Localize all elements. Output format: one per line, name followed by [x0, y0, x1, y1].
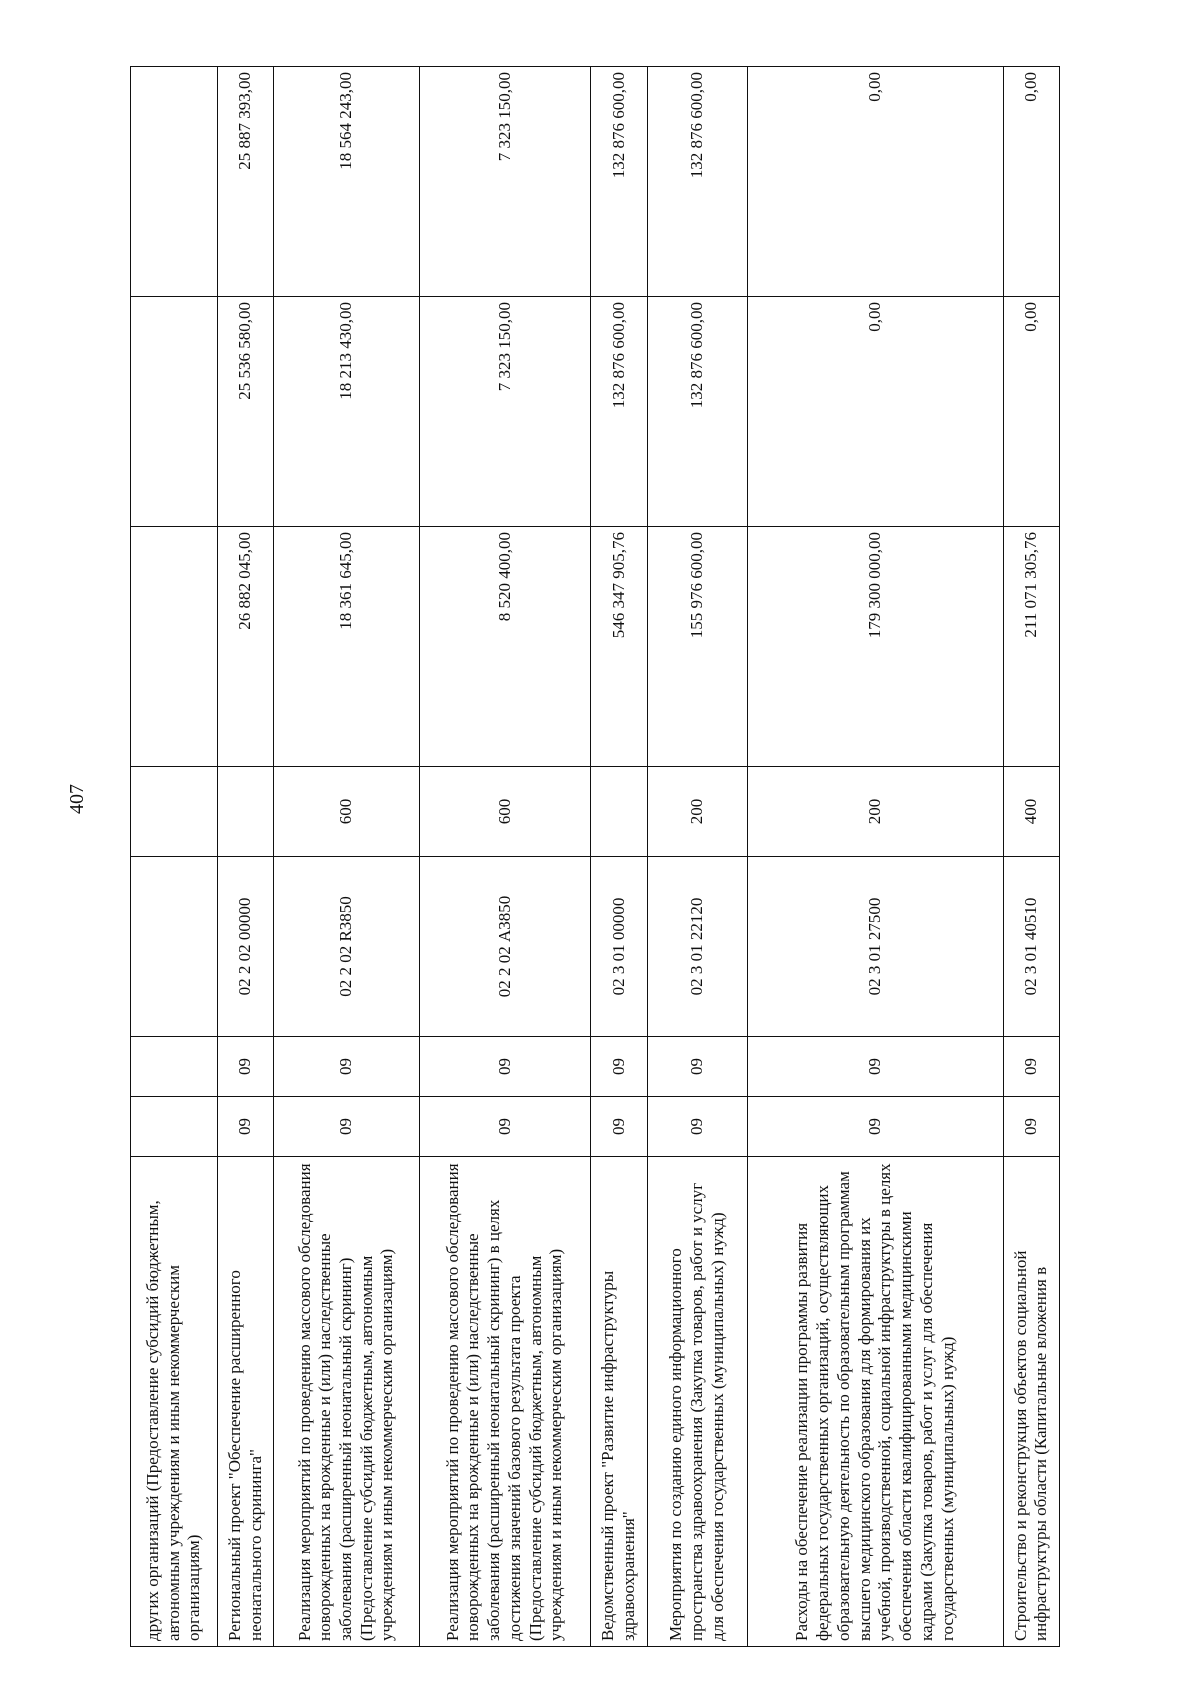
target-code: 02 3 01 27500 — [747, 857, 1003, 1037]
expense-type-code: 400 — [1003, 767, 1059, 857]
table-row — [747, 67, 1003, 1647]
sum-year-2: 132 876 600,00 — [591, 297, 647, 527]
expense-type-code — [217, 767, 273, 857]
expense-type-code — [131, 767, 218, 857]
row-name: Реализация мероприятий по проведению массового обследования новорожденных на врожденные и (или) наследственные заболевания (расширенный неонатальный скрининг) (Предоставление субсидий бюджетным, автономным учреждениям и иным некоммерческим организациям) — [274, 1157, 419, 1647]
admin-code: 09 — [647, 1097, 747, 1157]
section-code — [131, 1037, 218, 1097]
admin-code: 09 — [747, 1097, 1003, 1157]
section-code: 09 — [274, 1037, 419, 1097]
sum-year-1 — [131, 527, 218, 767]
sum-year-1: 26 882 045,00 — [217, 527, 273, 767]
expense-type-code: 200 — [747, 767, 1003, 857]
table-row — [1003, 67, 1059, 1647]
section-code: 09 — [419, 1037, 591, 1097]
sum-year-1: 8 520 400,00 — [419, 527, 591, 767]
sum-year-2: 0,00 — [747, 297, 1003, 527]
sum-year-1: 179 300 000,00 — [747, 527, 1003, 767]
admin-code: 09 — [1003, 1097, 1059, 1157]
target-code: 02 3 01 40510 — [1003, 857, 1059, 1037]
row-name: Строительство и реконструкция объектов социальной инфраструктуры области (Капитальные вложения в — [1003, 1157, 1059, 1647]
section-code: 09 — [647, 1037, 747, 1097]
sum-year-2: 18 213 430,00 — [274, 297, 419, 527]
admin-code: 09 — [419, 1097, 591, 1157]
sum-year-1: 546 347 905,76 — [591, 527, 647, 767]
section-code: 09 — [591, 1037, 647, 1097]
sum-year-1: 155 976 600,00 — [647, 527, 747, 767]
budget-sheet — [130, 67, 1060, 1647]
row-name: Региональный проект "Обеспечение расширенного неонатального скрининга" — [217, 1157, 273, 1647]
sum-year-3 — [131, 67, 218, 297]
target-code: 02 2 02 R3850 — [274, 857, 419, 1037]
sum-year-1: 18 361 645,00 — [274, 527, 419, 767]
sum-year-3: 0,00 — [747, 67, 1003, 297]
target-code — [131, 857, 218, 1037]
table-row — [419, 67, 591, 1647]
table-row — [591, 67, 647, 1647]
sum-year-1: 211 071 305,76 — [1003, 527, 1059, 767]
sum-year-2 — [131, 297, 218, 527]
sum-year-3: 132 876 600,00 — [647, 67, 747, 297]
sum-year-3: 7 323 150,00 — [419, 67, 591, 297]
sum-year-3: 0,00 — [1003, 67, 1059, 297]
sum-year-2: 0,00 — [1003, 297, 1059, 527]
sum-year-3: 25 887 393,00 — [217, 67, 273, 297]
target-code: 02 3 01 00000 — [591, 857, 647, 1037]
admin-code — [131, 1097, 218, 1157]
page-number: 407 — [66, 784, 88, 814]
expense-type-code — [591, 767, 647, 857]
table-row — [274, 67, 419, 1647]
section-code: 09 — [1003, 1037, 1059, 1097]
expense-type-code: 200 — [647, 767, 747, 857]
admin-code: 09 — [591, 1097, 647, 1157]
sum-year-2: 25 536 580,00 — [217, 297, 273, 527]
expense-type-code: 600 — [419, 767, 591, 857]
target-code: 02 2 02 А3850 — [419, 857, 591, 1037]
target-code: 02 3 01 22120 — [647, 857, 747, 1037]
sum-year-3: 132 876 600,00 — [591, 67, 647, 297]
row-name: других организаций (Предоставление субсидий бюджетным, автономным учреждениям и иным некоммерческим организациям) — [131, 1157, 218, 1647]
section-code: 09 — [747, 1037, 1003, 1097]
row-name: Реализация мероприятий по проведению массового обследования новорожденных на врожденные и (или) наследственные заболевания (расширенный неонатальный скрининг) в целях достижения значений базового результата проекта (Предоставление субсидий бюджетным, автономным учреждениям и иным некоммерческим организациям) — [419, 1157, 591, 1647]
table-row — [131, 67, 218, 1647]
budget-table — [130, 66, 1060, 1647]
target-code: 02 2 02 00000 — [217, 857, 273, 1037]
admin-code: 09 — [217, 1097, 273, 1157]
table-row — [217, 67, 273, 1647]
sum-year-2: 132 876 600,00 — [647, 297, 747, 527]
table-row — [647, 67, 747, 1647]
admin-code: 09 — [274, 1097, 419, 1157]
row-name: Ведомственный проект "Развитие инфраструктуры здравоохранения" — [591, 1157, 647, 1647]
section-code: 09 — [217, 1037, 273, 1097]
row-name: Расходы на обеспечение реализации программы развития федеральных государственных организаций, осуществляющих образовательную деятельность по образовательным программам высшего медицинского образования для формирования их учебной, производственной, социальной инфраструктуры в целях обеспечения области квалифицированными медицинскими кадрами (Закупка товаров, работ и услуг для обеспечения государственных (муниципальных) нужд) — [747, 1157, 1003, 1647]
sum-year-3: 18 564 243,00 — [274, 67, 419, 297]
expense-type-code: 600 — [274, 767, 419, 857]
sum-year-2: 7 323 150,00 — [419, 297, 591, 527]
row-name: Мероприятия по созданию единого информационного пространства здравоохранения (Закупка товаров, работ и услуг для обеспечения государственных (муниципальных) нужд) — [647, 1157, 747, 1647]
